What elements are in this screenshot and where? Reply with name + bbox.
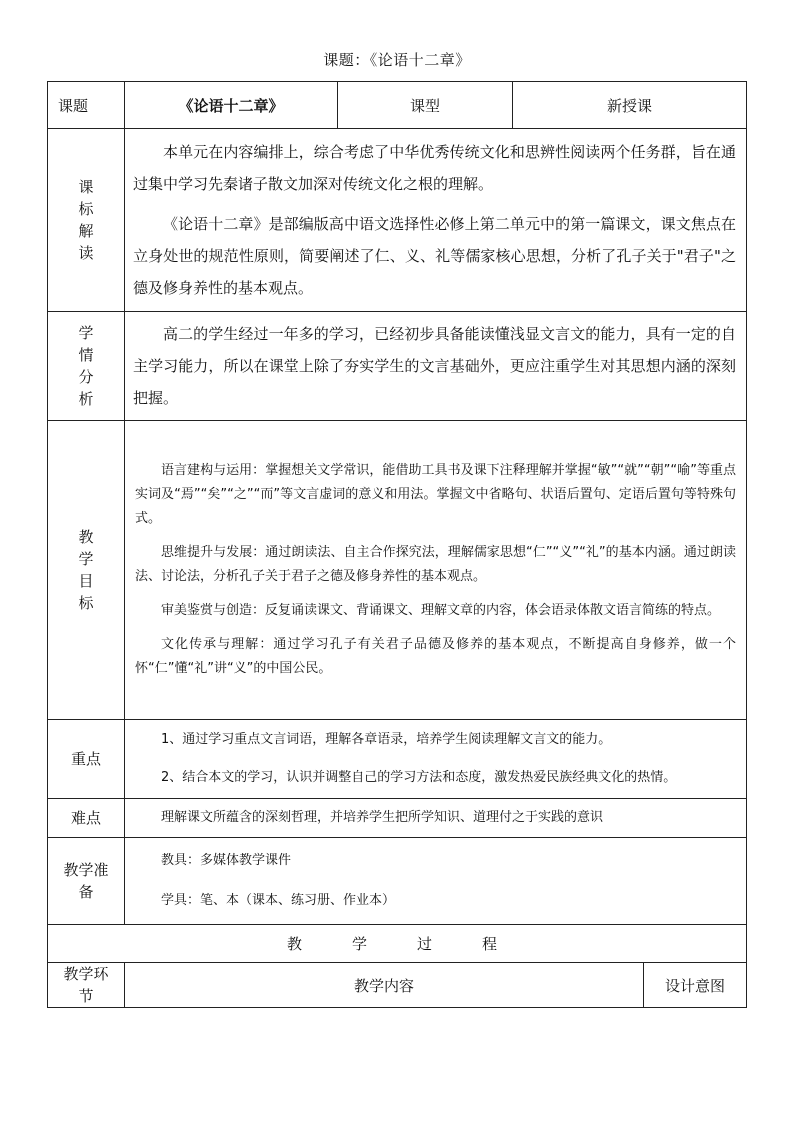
curriculum-label: 课 标 解 读 [48,129,125,312]
objective-item: 语言建构与运用：掌握想关文学常识，能借助工具书及课下注释理解并掌握“敏”“就”“朝”“喻”等重点实词及“焉”“矣”“之”“而”等文言虚词的意义和用法。掌握文中省略句、状语后置句、定语后置句等特殊句式。 [135,463,737,526]
process-columns-row [48,963,747,1008]
objectives-content [125,421,747,720]
objective-item: 文化传承与理解：通过学习孔子有关君子品德及修养的基本观点，不断提高自身修养，做一个怀“仁”懂“礼”讲“义”的中国公民。 [135,637,737,676]
stage-column-header: 教学环 节 [48,963,125,1008]
intent-column-header: 设计意图 [644,963,747,1008]
curriculum-paragraph: 《论语十二章》是部编版高中语文选择性必修上第二单元中的第一篇课文，课文焦点在立身处世的规范性原则，简要阐述了仁、义、礼等儒家核心思想，分析了孔子关于"君子"之德及修身养性的基本观点。 [133,215,737,297]
header-row [48,82,747,129]
students-paragraph: 高二的学生经过一年多的学习，已经初步具备能读懂浅显文言文的能力，具有一定的自主学习能力，所以在课堂上除了夯实学生的文言基础外，更应注重学生对其思想内涵的深刻把握。 [133,325,737,407]
student-tools: 学具：笔、本（课本、练习册、作业本） [161,893,396,908]
type-value: 新授课 [513,82,747,129]
students-content [125,312,747,421]
content-column-header: 教学内容 [125,963,644,1008]
curriculum-row [48,129,747,312]
key-point-item: 1、通过学习重点文言词语，理解各章语录，培养学生阅读理解文言文的能力。 [161,732,612,747]
students-row [48,312,747,421]
key-point-item: 2、结合本文的学习，认识并调整自己的学习方法和态度，激发热爱民族经典文化的热情。 [161,770,677,785]
difficulties-text: 理解课文所蕴含的深刻哲理，并培养学生把所学知识、道理付之于实践的意识 [161,810,604,825]
difficulties-content [125,799,747,838]
students-label: 学 情 分 析 [48,312,125,421]
curriculum-paragraph: 本单元在内容编排上，综合考虑了中华优秀传统文化和思辨性阅读两个任务群，旨在通过集中学习先秦诸子散文加深对传统文化之根的理解。 [133,143,737,193]
key-points-label: 重点 [48,720,125,799]
objective-item: 思维提升与发展：通过朗读法、自主合作探究法，理解儒家思想“仁”“义”“礼”的基本内涵。通过朗读法、讨论法，分析孔子关于君子之德及修身养性的基本观点。 [135,545,737,584]
process-header: 教学过程 [48,925,747,963]
preparation-label: 教学准 备 [48,838,125,925]
type-label: 课型 [338,82,513,129]
difficulties-row [48,799,747,838]
key-points-row [48,720,747,799]
objectives-row [48,421,747,720]
topic-label: 课题 [48,82,125,129]
preparation-row [48,838,747,925]
difficulties-label: 难点 [48,799,125,838]
preparation-content [125,838,747,925]
objectives-label: 教 学 目 标 [48,421,125,720]
curriculum-content [125,129,747,312]
key-points-content [125,720,747,799]
topic-value: 《论语十二章》 [125,82,338,129]
objective-item: 审美鉴赏与创造：反复诵读课文、背诵课文、理解文章的内容，体会语录体散文语言简练的特点。 [161,603,721,618]
page-title: 课题：《论语十二章》 [323,51,471,69]
process-header-row [48,925,747,963]
lesson-plan-table [47,81,747,1008]
teacher-tools: 教具：多媒体教学课件 [161,853,292,868]
